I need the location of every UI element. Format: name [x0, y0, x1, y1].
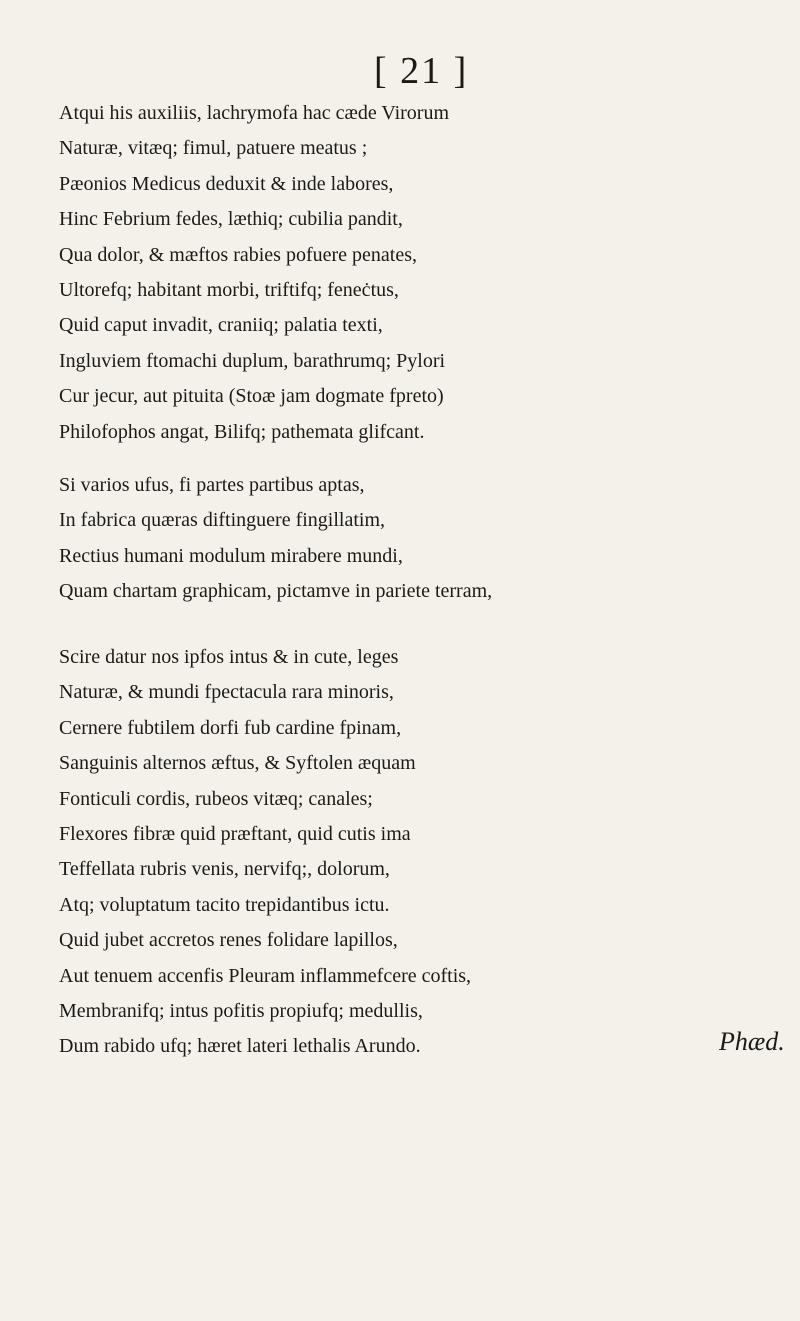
verse-line: Ingluviem ftomachi duplum, barathrumq; Pylori	[59, 349, 446, 372]
verse-line: Atq; voluptatum tacito trepidantibus ictu.	[59, 893, 390, 916]
verse-line: Rectius humani modulum mirabere mundi,	[59, 544, 403, 567]
verse-line: Membranifq; intus pofitis propiufq; medullis,	[59, 999, 423, 1022]
stanza-1	[0, 96, 800, 450]
verse-line: Scire datur nos ipfos intus & in cute, leges	[59, 646, 399, 668]
verse-line: Philofophos angat, Bilifq; pathemata glifcant.	[59, 420, 425, 443]
verse-line: Hinc Febrium fedes, læthiq; cubilia pandit,	[59, 208, 403, 231]
verse-line: Fonticuli cordis, rubeos vitæq; canales;	[59, 787, 373, 810]
verse-line: Cur jecur, aut pituita (Stoæ jam dogmate fpreto)	[59, 385, 444, 408]
catchword: Phæd.	[719, 1027, 785, 1056]
verse-line: Quid jubet accretos renes folidare lapillos,	[59, 929, 398, 952]
verse-line: Teffellata rubris venis, nervifq;, dolorum,	[59, 858, 390, 881]
verse-line: Atqui his auxiliis, lachrymofa hac cæde Virorum	[59, 102, 450, 124]
verse-line: Ultorefq; habitant morbi, triftifq; feneċtus,	[59, 278, 399, 301]
stanza-3	[0, 640, 800, 1065]
verse-line: Quam chartam graphicam, pictamve in pariete terram,	[59, 580, 493, 603]
verse-line: In fabrica quæras diftinguere fingillatim,	[59, 509, 386, 532]
stanza-2	[0, 468, 800, 610]
verse-line: Sanguinis alternos æftus, & Syftolen æquam	[59, 752, 416, 775]
verse-line: Dum rabido ufq; hæret lateri lethalis Arundo.	[59, 1035, 421, 1058]
verse-line: Naturæ, & mundi fpectacula rara minoris,	[59, 681, 394, 704]
verse-line: Pæonios Medicus deduxit & inde labores,	[59, 172, 394, 195]
verse-line: Qua dolor, & mæftos rabies pofuere penates,	[59, 243, 417, 266]
verse-line: Aut tenuem accenfis Pleuram inflammefcere coftis,	[59, 964, 472, 987]
verse-line: Quid caput invadit, craniiq; palatia texti,	[59, 314, 383, 337]
verse-line: Naturæ, vitæq; fimul, patuere meatus ;	[59, 137, 368, 160]
verse-line: Flexores fibræ quid præftant, quid cutis ima	[59, 822, 411, 845]
verse-line: Cernere fubtilem dorfi fub cardine fpinam,	[59, 716, 402, 739]
verse-line: Si varios ufus, fi partes partibus aptas,	[59, 474, 365, 496]
page-number: [ 21 ]	[374, 50, 469, 92]
